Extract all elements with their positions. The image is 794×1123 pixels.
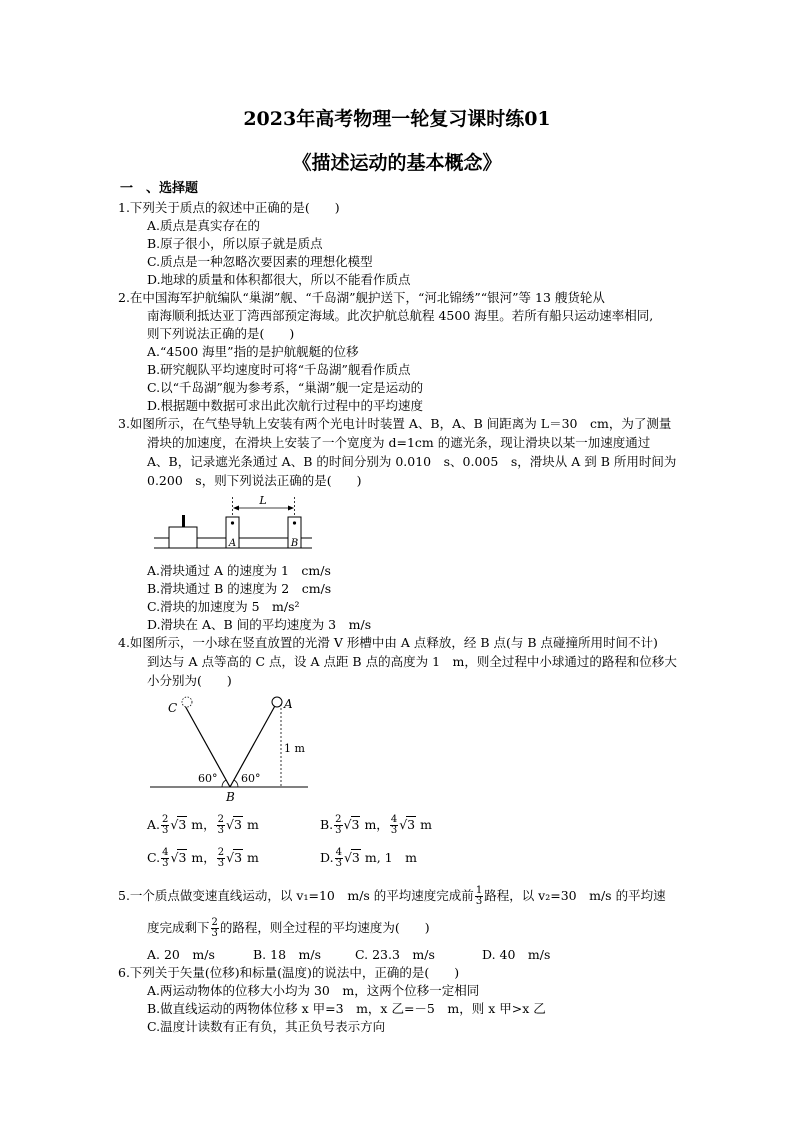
shading-strip bbox=[182, 515, 185, 527]
q3-option-b: B.滑块通过 B 的速度为 2 cm/s bbox=[147, 581, 332, 596]
v-groove-figure bbox=[150, 690, 310, 806]
ball-c bbox=[182, 697, 192, 707]
q6-option-c: C.温度计读数有正有负，其正负号表示方向 bbox=[147, 1019, 386, 1034]
q1-option-b: B.原子很小，所以原子就是质点 bbox=[147, 236, 323, 251]
ball-a bbox=[272, 697, 282, 707]
q2-option-d: D.根据题中数据可求出此次航行过程中的平均速度 bbox=[147, 398, 424, 413]
q6-option-b: B.做直线运动的两物体位移 x 甲=3 m，x 乙=－5 m，则 x 甲>x 乙 bbox=[147, 1001, 546, 1016]
air-track-figure bbox=[150, 493, 315, 555]
q4-option-a: A. $\frac{2}{3}$ √3 m， $\frac{2}{3}$ √3 m bbox=[147, 814, 259, 836]
q3-stem-line4: 0.200 s，则下列说法正确的是( ) bbox=[147, 473, 362, 488]
q4-option-d: D. $\frac{4}{3}$ √3 m, 1 m bbox=[320, 847, 417, 869]
q1-option-c: C.质点是一种忽略次要因素的理想化模型 bbox=[147, 254, 373, 269]
q5-option-a: A. 20 m/s bbox=[147, 947, 215, 962]
label-angle-left: 60° bbox=[198, 772, 218, 785]
q4-option-b: B. $\frac{2}{3}$ √3 m， $\frac{4}{3}$ √3 m bbox=[320, 814, 432, 836]
label-height: 1 m bbox=[284, 742, 305, 755]
q6-stem: 6.下列关于矢量(位移)和标量(温度)的说法中，正确的是( ) bbox=[118, 965, 460, 980]
q4-stem-line3: 小分别为( ) bbox=[147, 673, 232, 688]
label-A: A bbox=[284, 697, 293, 711]
q1-stem: 1.下列关于质点的叙述中正确的是( ) bbox=[118, 200, 340, 215]
q3-option-d: D.滑块在 A、B 间的平均速度为 3 m/s bbox=[147, 617, 372, 632]
q2-option-a: A.“4500 海里”指的是护航舰艇的位移 bbox=[147, 344, 359, 359]
q3-stem-line2: 滑块的加速度，在滑块上安装了一个宽度为 d=1cm 的遮光条，现让滑块以某一加速度通过 bbox=[147, 435, 651, 450]
label-A: A bbox=[228, 538, 237, 549]
q3-stem-line3: A、B，记录遮光条通过 A、B 的时间分别为 0.010 s、0.005 s，滑块从 A 到 B 所用时间为 bbox=[147, 454, 677, 469]
q5-option-d: D. 40 m/s bbox=[482, 947, 551, 962]
q4-option-c: C. $\frac{4}{3}$ √3 m， $\frac{2}{3}$ √3 m bbox=[147, 847, 259, 869]
q3-option-c: C.滑块的加速度为 5 m/s² bbox=[147, 599, 300, 614]
q1-option-d: D.地球的质量和体积都很大，所以不能看作质点 bbox=[147, 272, 411, 287]
page-subtitle: 《描述运动的基本概念》 bbox=[292, 152, 502, 174]
q2-stem-line1: 2.在中国海军护航编队“巢湖”舰、“千岛湖”舰护送下，“河北锦绣”“银河”等 13 艘货轮从 bbox=[118, 290, 605, 305]
q4-stem-line2: 到达与 A 点等高的 C 点，设 A 点距 B 点的高度为 1 m，则全过程中小球通过的路程和位移大 bbox=[147, 654, 677, 669]
q2-option-c: C.以“千岛湖”舰为参考系，“巢湖”舰一定是运动的 bbox=[147, 380, 424, 395]
q2-option-b: B.研究舰队平均速度时可将“千岛湖”舰看作质点 bbox=[147, 362, 411, 377]
label-L: L bbox=[259, 494, 267, 507]
q2-stem-line3: 则下列说法正确的是( ) bbox=[147, 326, 295, 341]
section-heading: 一 、选择题 bbox=[120, 181, 199, 196]
label-angle-right: 60° bbox=[241, 772, 261, 785]
q6-option-a: A.两运动物体的位移大小均为 30 m，这两个位移一定相同 bbox=[147, 983, 480, 998]
q5-stem-line2: 度完成剩下 $\frac{2}{3}$ 的路程，则全过程的平均速度为( ) bbox=[147, 917, 430, 939]
q5-option-b: B. 18 m/s bbox=[253, 947, 322, 962]
q5-option-c: C. 23.3 m/s bbox=[355, 947, 435, 962]
q4-stem-line1: 4.如图所示，一小球在竖直放置的光滑 V 形槽中由 A 点释放，经 B 点(与 B 点碰撞所用时间不计) bbox=[118, 635, 658, 650]
label-B: B bbox=[226, 790, 235, 804]
label-C: C bbox=[168, 701, 178, 715]
q3-stem-line1: 3.如图所示，在气垫导轨上安装有两个光电计时装置 A、B，A、B 间距离为 L＝30 cm，为了测量 bbox=[118, 416, 672, 431]
label-B: B bbox=[290, 538, 299, 549]
page-title: 2023年高考物理一轮复习课时练01 bbox=[243, 108, 551, 130]
q3-option-a: A.滑块通过 A 的速度为 1 cm/s bbox=[147, 563, 331, 578]
slider-block bbox=[169, 527, 197, 548]
q1-option-a: A.质点是真实存在的 bbox=[147, 218, 261, 233]
q2-stem-line2: 南海顺利抵达亚丁湾西部预定海域。此次护航总航程 4500 海里。若所有船只运动速率相同, bbox=[147, 308, 654, 323]
q5-stem-line1: 5.一个质点做变速直线运动，以 v₁=10 m/s 的平均速度完成前 $\frac{1}{3}$ 路程，以 v₂=30 m/s 的平均速 bbox=[118, 885, 666, 907]
